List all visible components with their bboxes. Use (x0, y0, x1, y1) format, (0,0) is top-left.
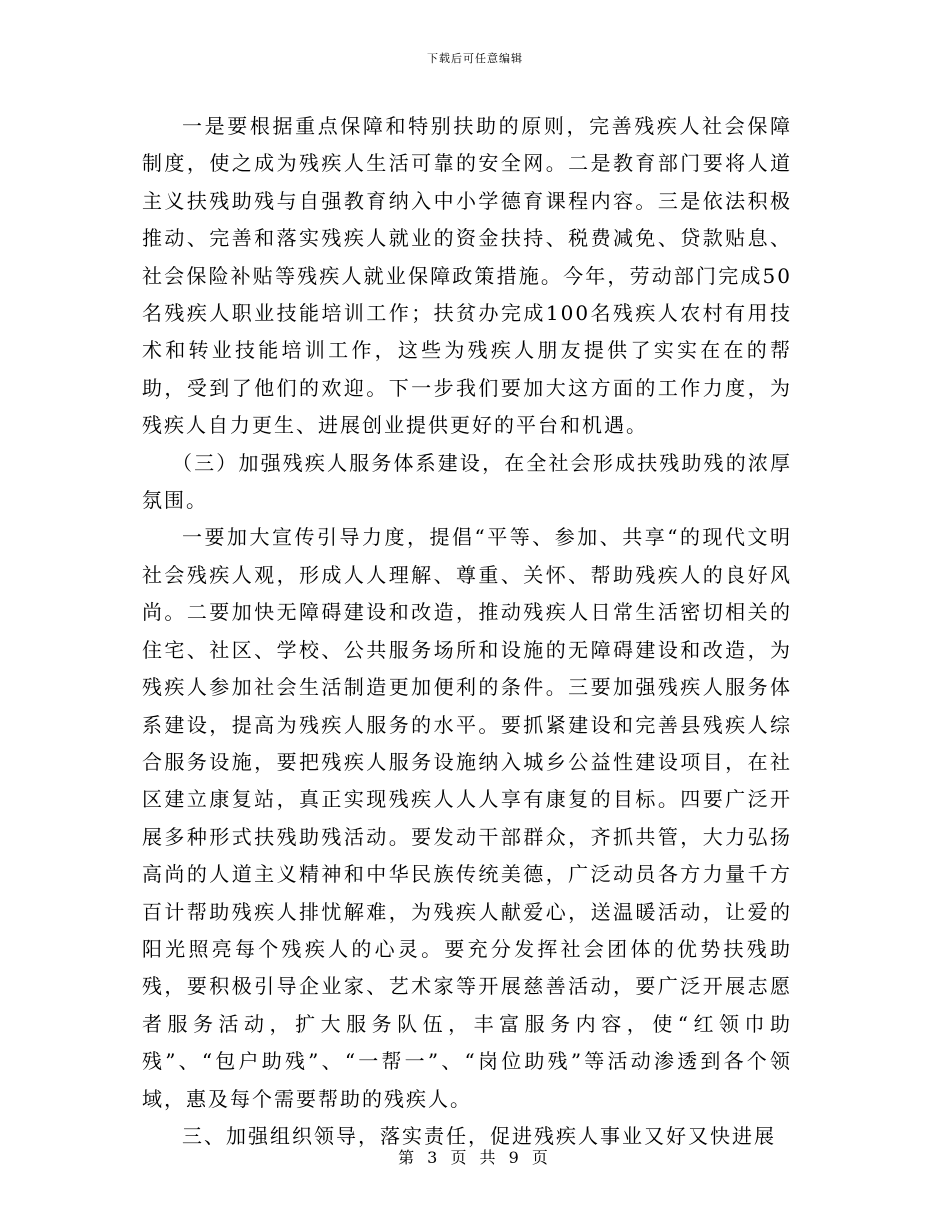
section-heading: 三、加强组织领导，落实责任，促进残疾人事业又好又快进展 (182, 1123, 776, 1148)
section-heading: （三）加强残疾人服务体系建设，在全社会形成扶残助残的浓厚氛围。 (142, 450, 792, 513)
body-paragraph: 一要加大宣传引导力度，提倡“平等、参加、共享“的现代文明社会残疾人观，形成人人理解、尊重、关怀、帮助残疾人的良好风尚。二要加快无障碍建设和改造，推动残疾人日常生活密切相关的住宅、社区、学校、公共服务场所和设施的无障碍建设和改造，为残疾人参加社会生活制造更加便利的条件。三要加强残疾人服务体系建设，提高为残疾人服务的水平。要抓紧建设和完善县残疾人综合服务设施，要把残疾人服务设施纳入城乡公益性建设项目，在社区建立康复站，真正实现残疾人人人享有康复的目标。四要广泛开展多种形式扶残助残活动。要发动干部群众，齐抓共管，大力弘扬高尚的人道主义精神和中华民族传统美德，广泛动员各方力量千方百计帮助残疾人排忧解难，为残疾人献爱心，送温暖活动，让爱的阳光照亮每个残疾人的心灵。要充分发挥社会团体的优势扶残助残，要积极引导企业家、艺术家等开展慈善活动，要广泛开展志愿者服务活动，扩大服务队伍，丰富服务内容，使“红领巾助残”、“包户助残”、“一帮一”、“岗位助残”等活动渗透到各个领域，惠及每个需要帮助的残疾人。 (142, 525, 792, 1111)
page-footer: 第 3 页 共 9 页 (398, 1148, 552, 1167)
body-paragraph: 一是要根据重点保障和特别扶助的原则，完善残疾人社会保障制度，使之成为残疾人生活可靠的安全网。二是教育部门要将人道主义扶残助残与自强教育纳入中小学德育课程内容。三是依法积极推动、完善和落实残疾人就业的资金扶持、税费减免、贷款贴息、社会保险补贴等残疾人就业保障政策措施。今年，劳动部门完成50名残疾人职业技能培训工作；扶贫办完成100名残疾人农村有用技术和转业技能培训工作，这些为残疾人朋友提供了实实在在的帮助，受到了他们的欢迎。下一步我们要加大这方面的工作力度，为残疾人自力更生、进展创业提供更好的平台和机遇。 (142, 114, 792, 438)
document-body (142, 108, 792, 1155)
page-header: 下载后可任意编辑 (427, 52, 523, 65)
